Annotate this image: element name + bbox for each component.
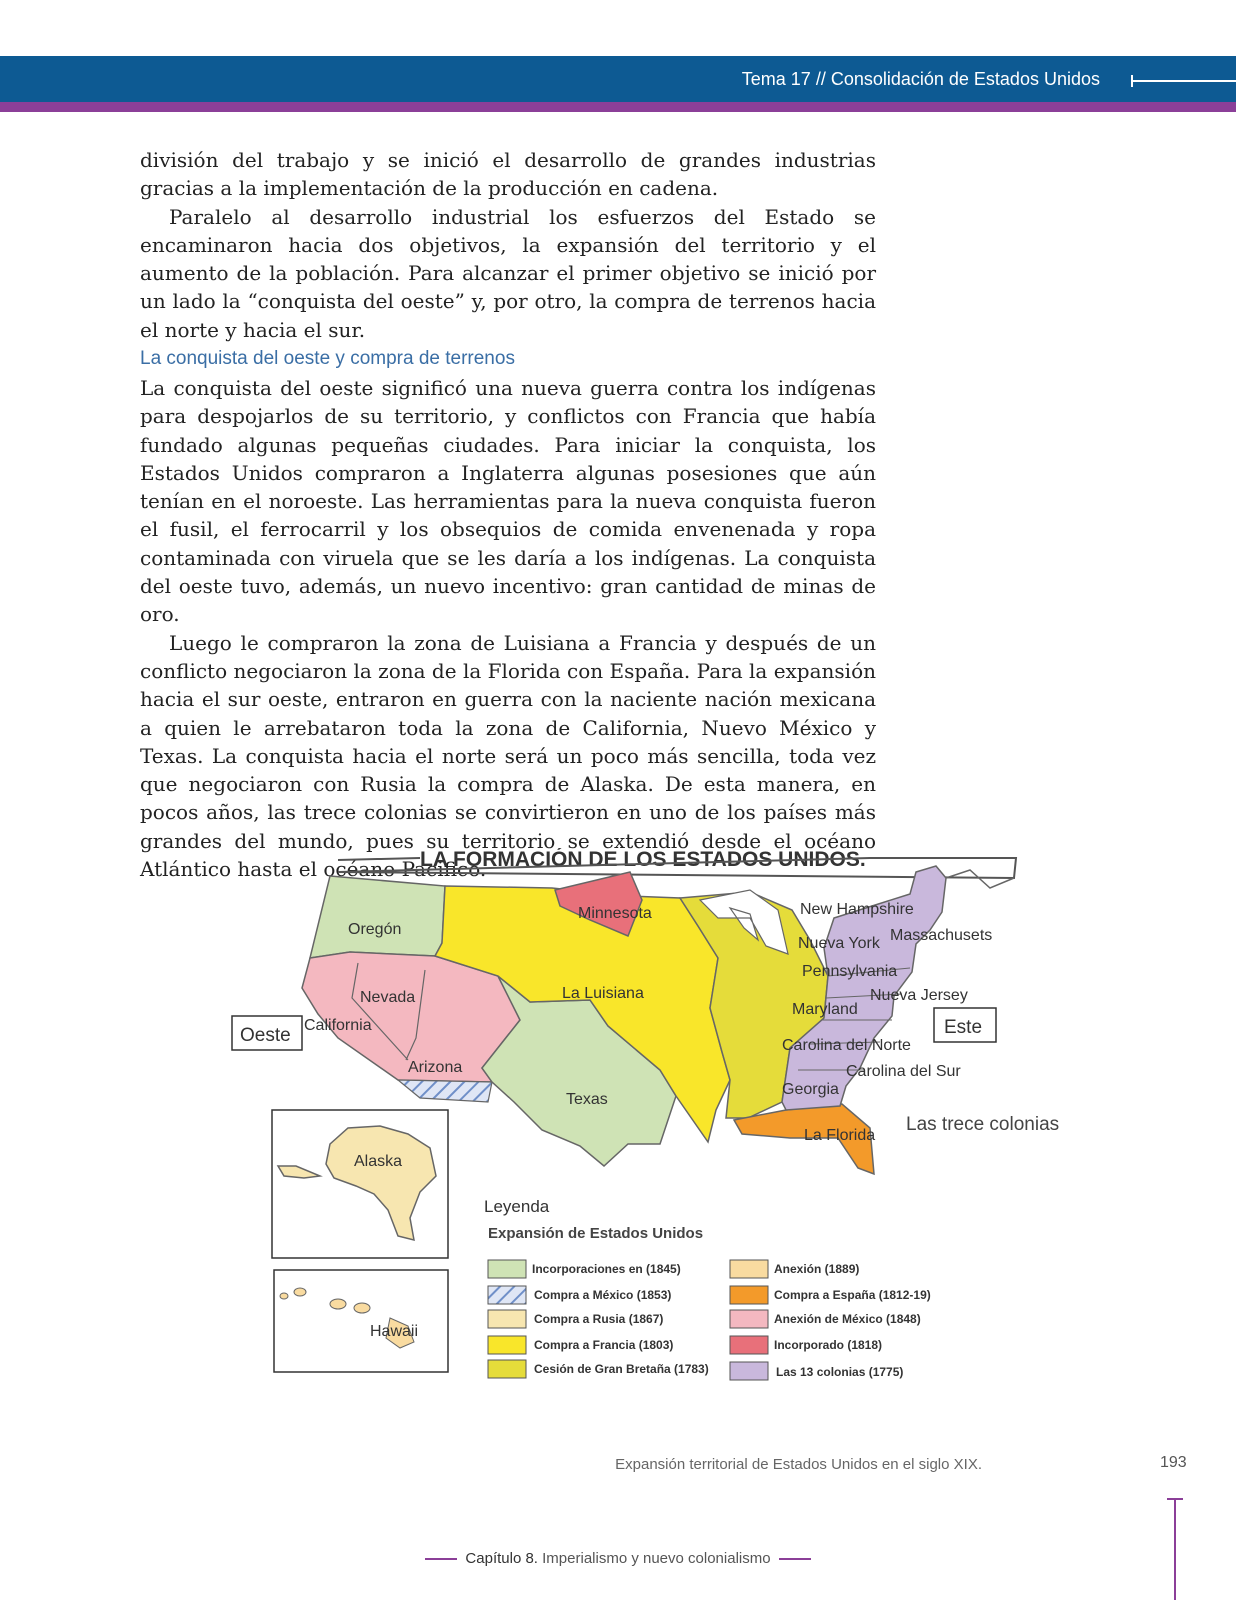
legend-label-1803: Compra a Francia (1803) xyxy=(534,1338,674,1352)
us-formation-map xyxy=(230,848,1110,1408)
paragraph-3: La conquista del oeste significó una nueva guerra contra los indígenas para despojarlos de su territorio, y conflictos con Francia que había fundado algunas pequeñas ciudades. Para iniciar la conquista, los Estados Unidos compraron a Inglaterra algunas posesiones que aún tenían en el noroeste. Las herramientas para la nueva conquista fueron el fusil, el ferrocarril y los obsequios de comida envenenada y ropa contaminada con viruela que se les daría a los indígenas. La conquista del oeste tuvo, además, un nuevo incentivo: gran cantidad de minas de oro. xyxy=(140,376,876,627)
paragraph-1: división del trabajo y se inició el desarrollo de grandes industrias gracias a la implementación de la producción en cadena. xyxy=(140,148,876,201)
header-stripe xyxy=(0,102,1236,112)
legend-label-1848: Anexión de México (1848) xyxy=(774,1312,921,1326)
text-block-top xyxy=(140,146,876,344)
label-florida: La Florida xyxy=(804,1127,876,1144)
header-rule xyxy=(1131,80,1236,82)
legend-label-1853: Compra a México (1853) xyxy=(534,1288,672,1302)
footer-rule-right xyxy=(779,1558,811,1560)
region-oregon xyxy=(310,876,445,958)
legend-swatch-1848 xyxy=(730,1310,768,1328)
label-carolina-norte: Carolina del Norte xyxy=(782,1037,911,1054)
label-new-hampshire: New Hampshire xyxy=(800,901,914,918)
legend-label-1867: Compra a Rusia (1867) xyxy=(534,1312,664,1326)
legend-swatch-1818 xyxy=(730,1336,768,1354)
legend-swatch-1812 xyxy=(730,1286,768,1304)
legend-label-1889: Anexión (1889) xyxy=(774,1262,860,1276)
hawaii-island-1 xyxy=(280,1293,288,1299)
text-block-main xyxy=(140,374,876,883)
legend-swatch-1867 xyxy=(488,1310,526,1328)
figure-caption: Expansión territorial de Estados Unidos en el siglo XIX. xyxy=(615,1456,982,1473)
region-gadsden-purchase xyxy=(398,1080,492,1102)
label-minnesota: Minnesota xyxy=(578,905,652,922)
coast-line xyxy=(946,870,1014,888)
legend-label-1783: Cesión de Gran Bretaña (1783) xyxy=(534,1362,709,1376)
legend-subtitle: Expansión de Estados Unidos xyxy=(488,1225,704,1242)
label-pennsylvania: Pennsylvania xyxy=(802,963,898,980)
label-carolina-sur: Carolina del Sur xyxy=(846,1063,961,1080)
paragraph-2: Paralelo al desarrollo industrial los esfuerzos del Estado se encaminaron hacia dos objetivos, la expansión del territorio y el aumento de la población. Para alcanzar el primer objetivo se inició por un lado la “conquista del oeste” y, por otro, la compra de terrenos hacia el norte y hacia el sur. xyxy=(140,204,876,342)
label-maryland: Maryland xyxy=(792,1001,858,1018)
label-luisiana: La Luisiana xyxy=(562,985,644,1002)
hawaii-island-4 xyxy=(354,1303,370,1313)
label-este: Este xyxy=(944,1017,983,1038)
legend-label-1775: Las 13 colonias (1775) xyxy=(776,1365,904,1379)
hawaii-inset xyxy=(274,1270,448,1372)
header-title: Tema 17 // Consolidación de Estados Unidos xyxy=(741,69,1100,89)
label-california: California xyxy=(304,1017,372,1034)
label-texas: Texas xyxy=(566,1091,608,1108)
footer xyxy=(0,1550,1236,1567)
footer-rule-left xyxy=(425,1558,457,1560)
label-arizona: Arizona xyxy=(408,1059,463,1076)
label-massachusets: Massachusets xyxy=(890,927,993,944)
side-rule xyxy=(1174,1498,1176,1600)
map-title: LA FORMACIÓN DE LOS ESTADOS UNIDOS. xyxy=(420,848,866,871)
paragraph-4: Luego le compraron la zona de Luisiana a Francia y después de un conflicto negociaron la zona de la Florida con España. Para la expansión hacia el sur oeste, entraron en guerra con la naciente nación mexicana a quien le arrebataron toda la zona de California, Nuevo México y Texas. La conquista hacia el norte será un poco más sencilla, toda vez que negociaron con Rusia la compra de Alaska. De esta manera, en pocos años, las trece colonias se convirtieron en uno de los países más grandes del mundo, pues su territorio se extendió desde el océano Atlántico hasta el océano Pacifico. xyxy=(140,630,876,882)
hawaii-island-2 xyxy=(294,1288,306,1296)
legend-swatch-1775 xyxy=(730,1362,768,1380)
label-oregon: Oregón xyxy=(348,921,402,938)
legend-label-1812: Compra a España (1812-19) xyxy=(774,1288,931,1302)
hawaii-island-3 xyxy=(330,1299,346,1309)
label-nueva-york: Nueva York xyxy=(798,935,880,952)
label-alaska: Alaska xyxy=(354,1153,403,1170)
legend-label-1845: Incorporaciones en (1845) xyxy=(532,1262,681,1276)
footer-title: Imperialismo y nuevo colonialismo xyxy=(542,1550,771,1567)
label-nevada: Nevada xyxy=(360,989,416,1006)
label-hawaii: Hawaii xyxy=(370,1323,419,1340)
legend-label-1818: Incorporado (1818) xyxy=(774,1338,883,1352)
legend-swatch-1845 xyxy=(488,1260,526,1278)
label-georgia: Georgia xyxy=(782,1081,839,1098)
legend-swatch-1803 xyxy=(488,1336,526,1354)
legend-title: Leyenda xyxy=(484,1197,550,1216)
label-trece-colonias: Las trece colonias xyxy=(906,1114,1060,1135)
section-heading: La conquista del oeste y compra de terrenos xyxy=(140,348,515,369)
label-oeste: Oeste xyxy=(240,1025,291,1046)
legend-swatch-1889 xyxy=(730,1260,768,1278)
page-number: 193 xyxy=(1160,1454,1187,1471)
legend-swatch-1783 xyxy=(488,1360,526,1378)
label-nueva-jersey: Nueva Jersey xyxy=(870,987,968,1004)
footer-chapter: Capítulo 8. xyxy=(465,1550,538,1567)
legend-swatch-1853 xyxy=(488,1286,526,1304)
